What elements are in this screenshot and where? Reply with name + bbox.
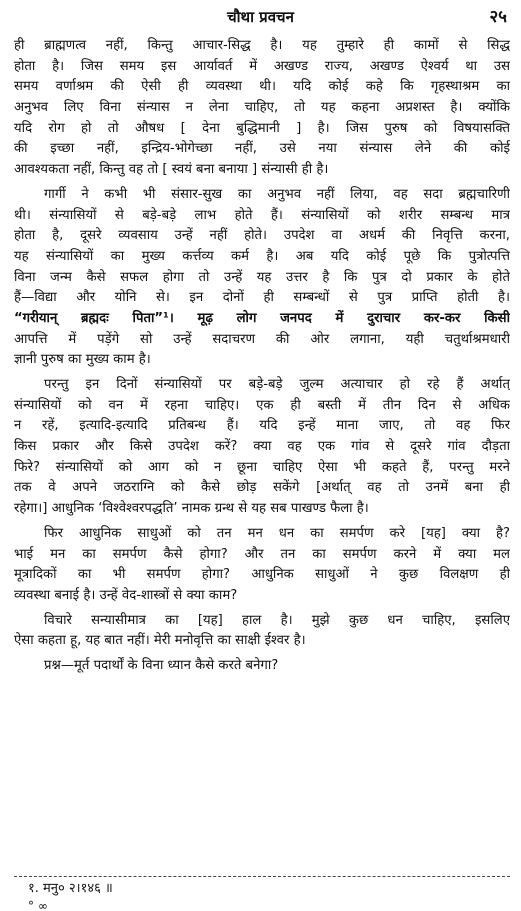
page-header bbox=[0, 6, 521, 32]
text-line: की इच्छा नहीं, इन्द्रिय-भोगेच्छा नहीं, उसे नया संन्यास लेने की कोई bbox=[14, 141, 510, 157]
text-line: हैं—विद्या और योनि से। इन दोनों ही सम्बन्धों से पुत्र प्राप्ति होती है। bbox=[14, 290, 510, 306]
text-line-quotation: “गरीयान् ब्रह्मदः पिता”¹। मूढ़ लोग जनपद में दुराचार कर-कर किसी bbox=[14, 310, 510, 326]
text-line: ही ब्राह्मणत्व नहीं, किन्तु आचार-सिद्ध है। यह तुम्हारे ही कामों से सिद्ध bbox=[14, 38, 510, 53]
text-line: यदि रोग हो तो औषध [ देना बुद्धिमानी ] है। जिस पुरुष को विषयासक्ति bbox=[14, 120, 510, 136]
text-line: होता है। जिस समय इस आर्यावर्त में अखण्ड राज्य, अखण्ड ऐश्वर्य था उस bbox=[14, 58, 510, 74]
text-line: आपत्ति में पड़ेंगे सो उन्हें सदाचरण की ओर लगाना, यही चतुर्थाश्रमधारी bbox=[14, 331, 510, 347]
text-line: विना जन्म कैसे सफल होगा तो उन्हें यह उत्तर है कि पुत्र दो प्रकार के होते bbox=[14, 269, 510, 285]
chapter-title: चौथा प्रवचन bbox=[227, 8, 294, 26]
body-text bbox=[14, 36, 510, 681]
page-number: २५ bbox=[489, 7, 507, 27]
text-line: भाई मन का समर्पण कैसे होगा? और तन का समर्पण करने में क्या मल bbox=[14, 546, 510, 562]
paragraph-1 bbox=[14, 36, 510, 181]
text-line: संन्यासियों को वन में रहना चाहिए। एक ही बस्ती में तीन दिन से अधिक bbox=[14, 397, 510, 413]
text-line: आवश्यकता नहीं, किन्तु वह तो [ स्वयं बना बनाया ] संन्यासी ही है। bbox=[14, 162, 329, 178]
footnote: १. मनु० २।१४६ ॥ bbox=[28, 881, 113, 896]
text-line: ऐसा कहता हू, यह बात नहीं। मेरी मनोवृत्ति का साक्षी ईश्वर है। bbox=[14, 633, 306, 649]
text-line: न रहें, इत्यादि-इत्यादि प्रतिबन्ध हैं। यदि इन्हें माना जाए, तो वह फिर bbox=[14, 418, 510, 434]
text-line: गार्गी ने कभी भी संसार-सुख का अनुभव नहीं लिया, वह सदा ब्रह्मचारिणी bbox=[44, 186, 510, 202]
text-line: परन्तु इन दिनों संन्यासियों पर बड़े-बड़े जुल्म अत्याचार हो रहे हैं अर्थात् bbox=[44, 377, 510, 392]
text-line: अनुभव लिए विना संन्यास न लेना चाहिए, तो यह कहना अप्रशस्त है। क्योंकि bbox=[14, 100, 510, 116]
paragraph-3 bbox=[14, 375, 510, 520]
paragraph-2 bbox=[14, 185, 510, 371]
cut-off-line: ° ∞ bbox=[28, 900, 48, 911]
question-line: प्रश्न—मूर्त पदार्थों के विना ध्यान कैसे करते बनेगा? bbox=[44, 657, 279, 673]
text-line: थी। संन्यासियों से बड़े-बड़े लाभ होते हैं। संन्यासियों को शरीर सम्बन्ध मात्र bbox=[14, 207, 510, 223]
text-line: ज्ञानी पुरुष का मुख्य काम है। bbox=[14, 352, 151, 368]
text-line: तक वे अपने जठराग्नि को कैसे छोड़ सकेंगे [अर्थात् वह तो उनमें बना ही bbox=[14, 480, 510, 496]
text-line: किस प्रकार और किसे उपदेश करें? क्या वह एक गांव से दूसरे गांव दौड़ता bbox=[14, 439, 510, 455]
footnote-divider bbox=[14, 876, 510, 877]
paragraph-4 bbox=[14, 524, 510, 607]
text-line: होता है, दूसरे व्यवसाय उन्हें नहीं होते। उपदेश वा अधर्म की निवृत्ति करना, bbox=[14, 228, 510, 244]
text-line: यह संन्यासियों का मुख्य कर्त्तव्य कर्म है। अब यदि कोई पूछे कि पुत्रोत्पत्ति bbox=[14, 248, 510, 264]
text-line: समय वर्णाश्रम की ऐसी ही व्यवस्था थी। यदि कोई कहे कि गृहस्थाश्रम का bbox=[14, 79, 510, 95]
paragraph-5 bbox=[14, 611, 510, 652]
paragraph-6-question bbox=[14, 656, 510, 677]
text-line: रहेगा।] आधुनिक ‘विश्वेश्वरपद्धति’ नामक ग्रन्थ से यह सब पाखण्ड फैला है। bbox=[14, 501, 369, 517]
text-line: मूत्रादिकों का भी समर्पण होगा? आधुनिक साधुओं ने कुछ विलक्षण ही bbox=[14, 567, 510, 583]
text-line: व्यवस्था बनाई है। उन्हें वेद-शास्त्रों से क्या काम? bbox=[14, 587, 238, 603]
text-line: विचारे सन्यासीमात्र का [यह] हाल है। मुझे कुछ धन चाहिए, इसलिए bbox=[44, 612, 510, 628]
text-line: फिरे? संन्यासियों को आग को न छूना चाहिए ऐसा भी कहते हैं, परन्तु मरने bbox=[14, 459, 510, 475]
text-line: फिर आधुनिक साधुओं को तन मन धन का समर्पण करे [यह] क्या है? bbox=[44, 525, 510, 541]
